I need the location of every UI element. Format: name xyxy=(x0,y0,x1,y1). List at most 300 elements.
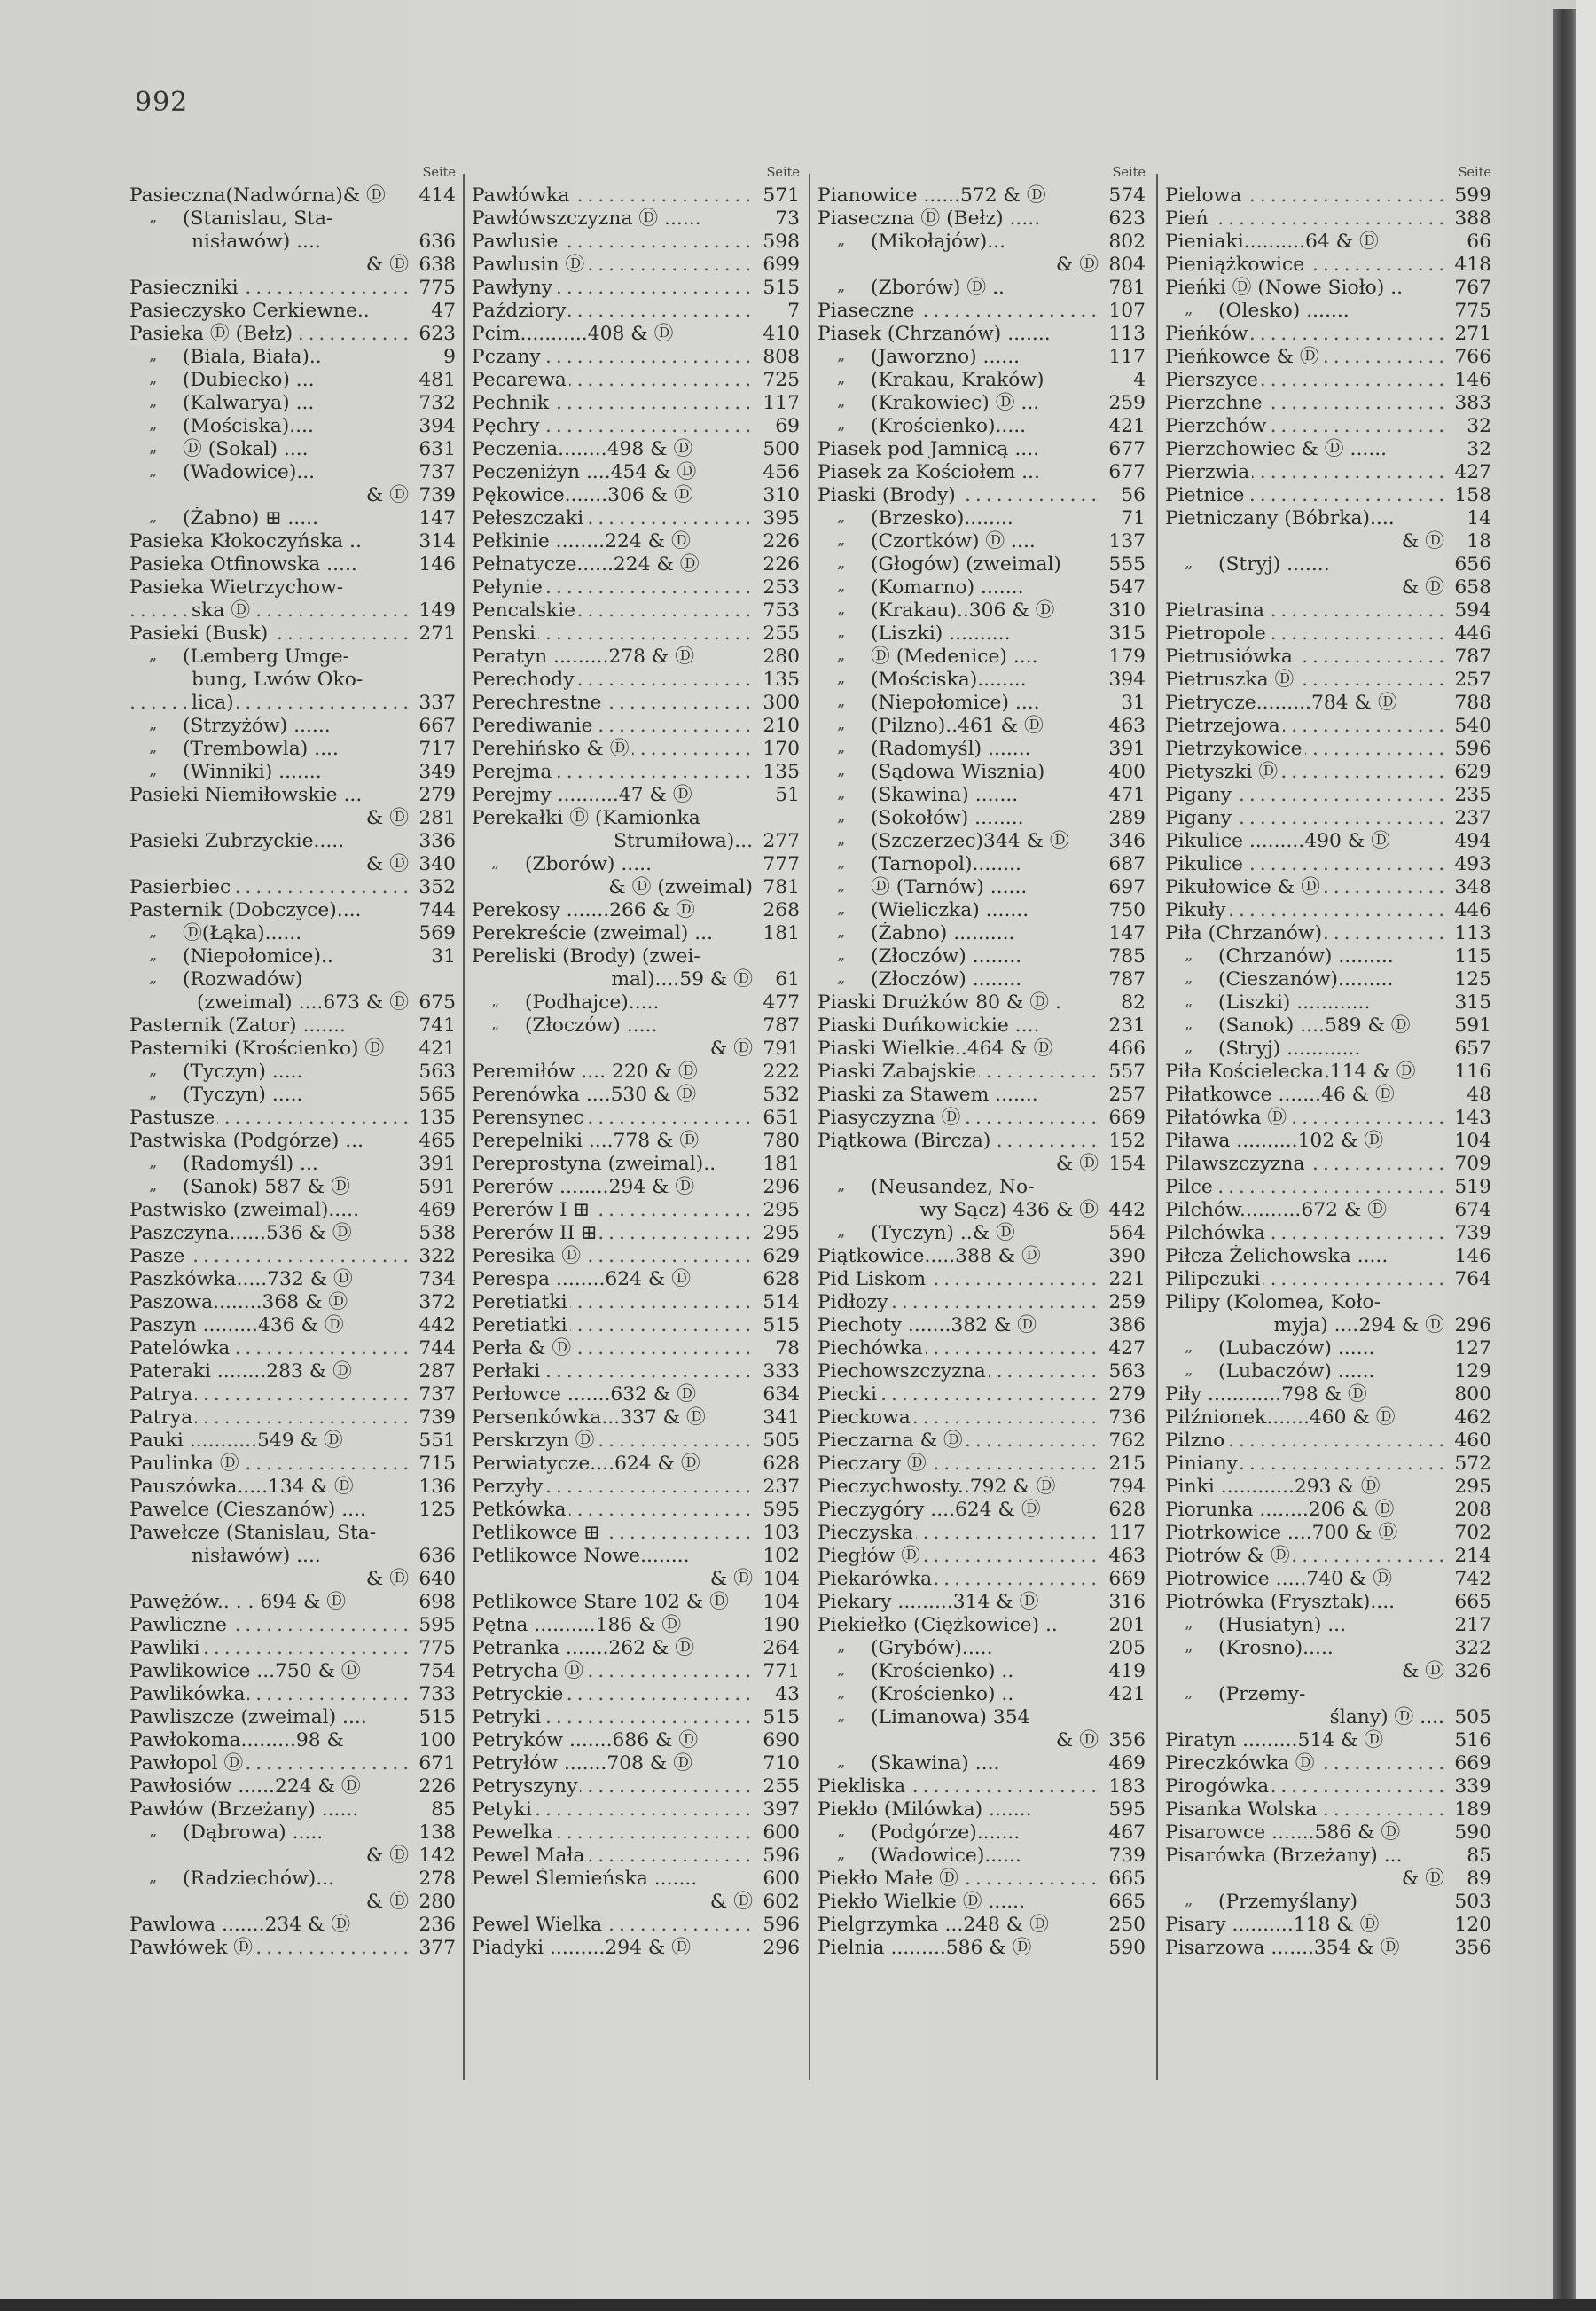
page-ref: 515 xyxy=(763,1314,800,1336)
page-ref: 421 xyxy=(419,1038,456,1060)
page-ref: 787 xyxy=(1454,646,1491,668)
entry-text xyxy=(818,1937,1101,1960)
index-entry xyxy=(472,323,800,346)
entry-text xyxy=(129,991,411,1014)
entry-text xyxy=(472,1107,755,1130)
entry-label: (Zborów) ..... xyxy=(525,853,652,875)
entry-text xyxy=(1165,738,1447,761)
entry-label: Ⓓ (Tarnów) ...... xyxy=(871,876,1028,898)
page-ref: 656 xyxy=(1454,553,1491,576)
entry-text xyxy=(129,346,411,369)
page-ref xyxy=(411,1522,456,1545)
entry-text xyxy=(1165,599,1447,623)
entry-label: Pieczychwosty..792 & Ⓓ xyxy=(818,1476,1056,1498)
page-ref: 14 xyxy=(1467,507,1491,529)
page-ref: 500 xyxy=(763,438,800,460)
index-subentry xyxy=(818,1821,1146,1845)
entry-label: Piratyn .........514 & Ⓓ xyxy=(1165,1729,1384,1751)
index-entry xyxy=(472,392,800,415)
page-ref: 590 xyxy=(1108,1937,1146,1959)
entry-text xyxy=(129,1914,411,1937)
entry-label: Pilawszczyzna xyxy=(1165,1153,1307,1175)
entry-text xyxy=(472,392,755,415)
entry-label: Pietruszka Ⓓ xyxy=(1165,669,1296,691)
entry-text xyxy=(818,646,1101,669)
index-subentry xyxy=(818,1176,1146,1199)
page-ref: 669 xyxy=(1108,1107,1146,1129)
entry-text xyxy=(129,438,411,461)
entry-text xyxy=(472,1752,755,1775)
entry-text xyxy=(472,1499,755,1522)
entry-text xyxy=(1165,922,1447,945)
page-ref: 754 xyxy=(419,1660,456,1682)
page-ref: 777 xyxy=(763,853,800,875)
index-entry xyxy=(472,669,800,692)
index-continuation xyxy=(1165,576,1491,599)
index-entry xyxy=(472,254,800,277)
index-subentry xyxy=(129,715,456,738)
entry-text xyxy=(472,1245,755,1268)
entry-text xyxy=(472,830,755,853)
page-ref: 279 xyxy=(1108,1383,1146,1406)
page-ref: 7 xyxy=(787,300,800,322)
index-entry xyxy=(472,1683,800,1706)
index-subentry xyxy=(1165,1337,1491,1360)
entry-label: (Wadowice)...... xyxy=(871,1845,1021,1867)
index-entry xyxy=(472,576,800,599)
index-subentry xyxy=(1165,991,1491,1014)
page-ref: 514 xyxy=(763,1291,800,1313)
index-entry xyxy=(472,1430,800,1453)
entry-label: Pewel Wielka xyxy=(472,1914,605,1936)
index-entry xyxy=(472,1107,800,1130)
index-subentry xyxy=(818,507,1146,530)
index-entry xyxy=(472,646,800,669)
entry-label: Piegłów Ⓓ xyxy=(818,1545,923,1567)
entry-text xyxy=(472,1591,755,1614)
page-ref: 623 xyxy=(419,323,456,345)
entry-text xyxy=(818,1660,1101,1683)
entry-label: Piaski Zabajskie xyxy=(818,1061,979,1083)
index-subentry xyxy=(1165,1637,1491,1660)
index-subentry xyxy=(1165,1360,1491,1383)
page-ref: 31 xyxy=(1121,692,1146,714)
entry-text xyxy=(1165,1038,1447,1061)
entry-text xyxy=(1165,1545,1447,1568)
page-ref: 300 xyxy=(763,692,800,714)
page-ref: 494 xyxy=(1454,830,1491,852)
entry-label: (Złoczów) ........ xyxy=(871,968,1022,991)
entry-text xyxy=(1165,784,1447,807)
entry-label: (Mościska).... xyxy=(183,415,314,437)
page-ref: 32 xyxy=(1467,415,1491,437)
entry-text xyxy=(1165,1084,1447,1107)
page-ref: 771 xyxy=(763,1660,800,1682)
page-ref: 394 xyxy=(1108,669,1146,691)
index-entry xyxy=(1165,507,1491,530)
entry-label: Piotrów & Ⓓ xyxy=(1165,1545,1293,1567)
index-entry xyxy=(472,1360,800,1383)
page-ref: 190 xyxy=(763,1614,800,1636)
entry-text xyxy=(1165,392,1447,415)
index-entry xyxy=(129,184,456,208)
page-ref: 314 xyxy=(419,530,456,552)
entry-label: (Liszki) ............ xyxy=(1218,991,1371,1014)
entry-label: & Ⓓ xyxy=(1401,530,1444,552)
entry-text xyxy=(1165,1061,1447,1084)
entry-label: Piłatówka Ⓓ xyxy=(1165,1107,1289,1129)
entry-text xyxy=(818,1891,1101,1914)
entry-text xyxy=(818,1453,1101,1476)
entry-text xyxy=(1165,1729,1447,1752)
entry-text xyxy=(472,484,755,507)
index-entry xyxy=(818,1014,1146,1038)
index-entry xyxy=(1165,1752,1491,1775)
entry-text xyxy=(1165,254,1447,277)
page-ref: 640 xyxy=(419,1568,456,1590)
entry-text xyxy=(129,1591,411,1614)
entry-text xyxy=(472,922,755,945)
index-subentry xyxy=(818,1222,1146,1245)
page-ref: 82 xyxy=(1121,991,1146,1014)
entry-text xyxy=(129,1176,411,1199)
page-ref: 295 xyxy=(1454,1476,1491,1498)
entry-text xyxy=(818,553,1101,576)
entry-label: (Skawina) ....... xyxy=(871,784,1019,806)
page-ref: 383 xyxy=(1454,392,1491,414)
page-ref: 348 xyxy=(1454,876,1491,898)
entry-label: Pczany xyxy=(472,346,544,368)
entry-label: Piłcza Żelichowska ..... xyxy=(1165,1245,1389,1267)
page-ref: 780 xyxy=(763,1130,800,1152)
entry-label: Piaseczna Ⓓ (Bełz) ..... xyxy=(818,208,1041,230)
entry-text xyxy=(1165,415,1447,438)
entry-text xyxy=(1165,1176,1447,1199)
index-entry xyxy=(129,277,456,300)
index-subentry xyxy=(129,346,456,369)
entry-label: Pilchówka xyxy=(1165,1222,1268,1244)
entry-text xyxy=(1165,1014,1447,1038)
index-column-3 xyxy=(818,165,1146,1960)
entry-label: (Wadowice)... xyxy=(183,461,316,483)
page-ref: 339 xyxy=(1454,1775,1491,1798)
entry-label: Pietniczany (Bóbrka).... xyxy=(1165,507,1395,529)
entry-text xyxy=(472,1845,755,1868)
page-ref: 753 xyxy=(763,599,800,622)
page-ref: 442 xyxy=(419,1314,456,1336)
page-ref: 467 xyxy=(1108,1821,1146,1844)
entry-text xyxy=(129,1499,411,1522)
entry-text xyxy=(472,530,755,553)
page-ref: 189 xyxy=(1454,1798,1491,1821)
index-continuation xyxy=(129,254,456,277)
page-ref: 259 xyxy=(1108,392,1146,414)
page-ref: 352 xyxy=(419,876,456,898)
index-subentry xyxy=(129,507,456,530)
page-ref: 463 xyxy=(1108,1545,1146,1567)
index-entry xyxy=(129,1706,456,1729)
page-ref xyxy=(755,807,800,830)
entry-text xyxy=(129,899,411,922)
entry-text xyxy=(129,784,411,807)
entry-label: Pawlusin Ⓓ xyxy=(472,254,587,276)
binding-shadow xyxy=(1553,9,1576,2306)
entry-text xyxy=(818,415,1101,438)
page-ref: 31 xyxy=(431,945,456,967)
index-subentry xyxy=(818,922,1146,945)
index-entry xyxy=(1165,1406,1491,1430)
entry-text xyxy=(818,784,1101,807)
index-entry xyxy=(1165,1268,1491,1291)
index-entry xyxy=(129,830,456,853)
page-ref xyxy=(1101,1176,1146,1199)
page-ref: 280 xyxy=(419,1891,456,1913)
index-entry xyxy=(129,876,456,899)
index-entry xyxy=(129,1406,456,1430)
page-ref: 127 xyxy=(1454,1337,1491,1359)
entry-label: Peratyn .........278 & Ⓓ xyxy=(472,646,695,668)
entry-text xyxy=(129,646,411,669)
entry-label: Pasieki Niemiłowskie ... xyxy=(129,784,363,806)
entry-label: (Brzesko)........ xyxy=(871,507,1013,529)
page-ref: 129 xyxy=(1454,1360,1491,1383)
index-entry xyxy=(129,323,456,346)
entry-label: (Krakowiec) Ⓓ ... xyxy=(871,392,1040,414)
index-entry xyxy=(818,184,1146,208)
index-subentry xyxy=(129,1821,456,1845)
entry-text xyxy=(1165,1868,1447,1891)
page-ref: 146 xyxy=(1454,1245,1491,1267)
entry-text xyxy=(818,254,1101,277)
entry-text xyxy=(129,1406,411,1430)
index-entry xyxy=(129,1314,456,1337)
page-ref: 397 xyxy=(763,1798,800,1821)
index-subentry xyxy=(818,277,1146,300)
index-entry xyxy=(1165,1821,1491,1845)
entry-label: Pieckowa xyxy=(818,1406,913,1429)
entry-text xyxy=(129,415,411,438)
page-ref: 800 xyxy=(1454,1383,1491,1406)
entry-label: Pastusze xyxy=(129,1107,217,1129)
entry-label: Pastwisko (zweimal)..... xyxy=(129,1199,359,1221)
entry-text xyxy=(129,1660,411,1683)
entry-text xyxy=(1165,576,1447,599)
page-ref: 715 xyxy=(419,1453,456,1475)
page-ref: 295 xyxy=(763,1222,800,1244)
entry-label: & Ⓓ xyxy=(1401,1660,1444,1682)
index-entry xyxy=(129,899,456,922)
entry-label: Pauszówka.....134 & Ⓓ xyxy=(129,1476,354,1498)
index-entry xyxy=(1165,1729,1491,1752)
page-ref: 316 xyxy=(1108,1591,1146,1613)
page-ref: 677 xyxy=(1108,438,1146,460)
entry-label: Pierzchne xyxy=(1165,392,1265,414)
index-entry xyxy=(472,1775,800,1798)
entry-text xyxy=(1165,1775,1447,1798)
index-entry xyxy=(472,899,800,922)
index-entry xyxy=(1165,231,1491,254)
entry-text xyxy=(1165,323,1447,346)
entry-text xyxy=(1165,184,1447,208)
entry-label: Pielgrzymka ...248 & Ⓓ xyxy=(818,1914,1049,1936)
index-subentry xyxy=(818,807,1146,830)
index-subentry xyxy=(129,392,456,415)
entry-text xyxy=(818,1545,1101,1568)
index-entry xyxy=(1165,623,1491,646)
index-entry xyxy=(1165,1476,1491,1499)
index-entry xyxy=(472,507,800,530)
entry-label: Ⓓ(Łąka)...... xyxy=(183,922,302,944)
page-ref: 785 xyxy=(1108,945,1146,967)
entry-label: Pasternik (Dobczyce).... xyxy=(129,899,362,921)
entry-label: (Jaworzno) ...... xyxy=(871,346,1021,368)
entry-text xyxy=(1165,1706,1447,1729)
entry-text xyxy=(818,1499,1101,1522)
entry-label: (zweimal) ....673 & Ⓓ xyxy=(197,991,409,1014)
entry-label: Pawłówek Ⓓ xyxy=(129,1937,255,1959)
index-entry xyxy=(472,1222,800,1245)
entry-label: Petryckie xyxy=(472,1683,566,1705)
entry-text xyxy=(818,876,1101,899)
entry-label: & Ⓓ xyxy=(709,1568,753,1590)
page-ref: 519 xyxy=(1454,1176,1491,1198)
entry-text xyxy=(472,853,755,876)
page-ref: 775 xyxy=(419,277,456,299)
index-continuation xyxy=(129,991,456,1014)
entry-label: Perwiatycze....624 & Ⓓ xyxy=(472,1453,700,1475)
index-entry xyxy=(129,1453,456,1476)
page-ref: 596 xyxy=(763,1845,800,1867)
page-ref: 594 xyxy=(1454,599,1491,622)
entry-label: (Sądowa Wisznia) xyxy=(871,761,1045,783)
index-entry xyxy=(472,1591,800,1614)
index-entry xyxy=(1165,1798,1491,1821)
index-rows xyxy=(129,184,456,1960)
index-entry xyxy=(472,1937,800,1960)
index-entry xyxy=(1165,1084,1491,1107)
entry-label: Pcim...........408 & Ⓓ xyxy=(472,323,674,345)
index-entry xyxy=(129,1268,456,1291)
index-subentry xyxy=(129,415,456,438)
entry-text xyxy=(129,715,411,738)
entry-label: Pisanka Wolska xyxy=(1165,1798,1319,1821)
entry-text xyxy=(472,184,755,208)
page-ref: 113 xyxy=(1454,922,1491,944)
page-ref: 410 xyxy=(763,323,800,345)
entry-text xyxy=(129,1752,411,1775)
index-entry xyxy=(472,231,800,254)
entry-text xyxy=(129,231,411,254)
entry-label: (Wieliczka) ....... xyxy=(871,899,1029,921)
entry-text xyxy=(1165,646,1447,669)
entry-label: & Ⓓ xyxy=(365,254,409,276)
page-ref: 595 xyxy=(1108,1798,1146,1821)
page-ref: 699 xyxy=(763,254,800,276)
entry-label: (Krościenko)..... xyxy=(871,415,1027,437)
page-ref: 310 xyxy=(763,484,800,506)
index-entry xyxy=(472,1499,800,1522)
entry-label: Pasze xyxy=(129,1245,187,1267)
page-ref: 634 xyxy=(763,1383,800,1406)
entry-label: Peczeniżyn ....454 & Ⓓ xyxy=(472,461,697,483)
entry-text xyxy=(472,807,755,830)
entry-text xyxy=(818,945,1101,968)
page-ref: 665 xyxy=(1454,1591,1491,1613)
entry-text xyxy=(818,1821,1101,1845)
index-entry xyxy=(472,461,800,484)
entry-text xyxy=(1165,1683,1447,1706)
index-entry xyxy=(818,1453,1146,1476)
index-entry xyxy=(472,1868,800,1891)
entry-text xyxy=(818,369,1101,392)
page-ref: 690 xyxy=(763,1729,800,1751)
entry-label: Pawlikówka xyxy=(129,1683,247,1705)
index-entry xyxy=(1165,853,1491,876)
entry-text xyxy=(472,1084,755,1107)
entry-text xyxy=(818,208,1101,231)
entry-label: (Sanok) 587 & Ⓓ xyxy=(183,1176,350,1198)
page-ref: 547 xyxy=(1108,576,1146,599)
page-ref: 787 xyxy=(763,1014,800,1037)
index-entry xyxy=(1165,1545,1491,1568)
entry-label: (Złoczów) ..... xyxy=(525,1014,658,1037)
index-entry xyxy=(1165,323,1491,346)
entry-label: Perehińsko & Ⓓ xyxy=(472,738,632,760)
page-ref: 135 xyxy=(419,1107,456,1129)
entry-text xyxy=(818,1568,1101,1591)
index-subentry xyxy=(818,1706,1146,1729)
entry-label: Pień xyxy=(1165,208,1211,230)
entry-label: Pełnatycze......224 & Ⓓ xyxy=(472,553,700,576)
entry-text xyxy=(818,807,1101,830)
page-ref: 386 xyxy=(1108,1314,1146,1336)
index-entry xyxy=(818,1591,1146,1614)
page-ref xyxy=(411,646,456,669)
index-entry xyxy=(1165,392,1491,415)
entry-text xyxy=(472,438,755,461)
entry-label: Pietrycze.........784 & Ⓓ xyxy=(1165,692,1397,714)
entry-text xyxy=(818,1798,1101,1821)
entry-text xyxy=(1165,1591,1447,1614)
index-entry xyxy=(818,461,1146,484)
page-ref: 750 xyxy=(1108,899,1146,921)
page-ref: 466 xyxy=(1108,1038,1146,1060)
page-ref: 117 xyxy=(1108,1522,1146,1544)
index-entry xyxy=(1165,1568,1491,1591)
page-ref: 289 xyxy=(1108,807,1146,829)
index-subentry xyxy=(129,1153,456,1176)
page-ref: 446 xyxy=(1454,623,1491,645)
entry-label: Pętna ..........186 & Ⓓ xyxy=(472,1614,682,1636)
index-entry xyxy=(472,1522,800,1545)
entry-text xyxy=(129,530,411,553)
entry-text xyxy=(1165,1268,1447,1291)
page-ref: 636 xyxy=(419,1545,456,1567)
entry-text xyxy=(1165,1130,1447,1153)
entry-text xyxy=(818,692,1101,715)
index-entry xyxy=(472,715,800,738)
page-ref xyxy=(411,968,456,991)
entry-label: Petranka .......262 & Ⓓ xyxy=(472,1637,695,1659)
entry-label: Patrya xyxy=(129,1383,195,1406)
page-ref: 595 xyxy=(419,1614,456,1636)
page-ref: 665 xyxy=(1108,1868,1146,1890)
index-entry xyxy=(1165,692,1491,715)
entry-label: Pilzno xyxy=(1165,1430,1227,1452)
entry-text xyxy=(1165,1314,1447,1337)
entry-label: Piadyki .........294 & Ⓓ xyxy=(472,1937,692,1959)
page-ref: 51 xyxy=(775,784,800,806)
